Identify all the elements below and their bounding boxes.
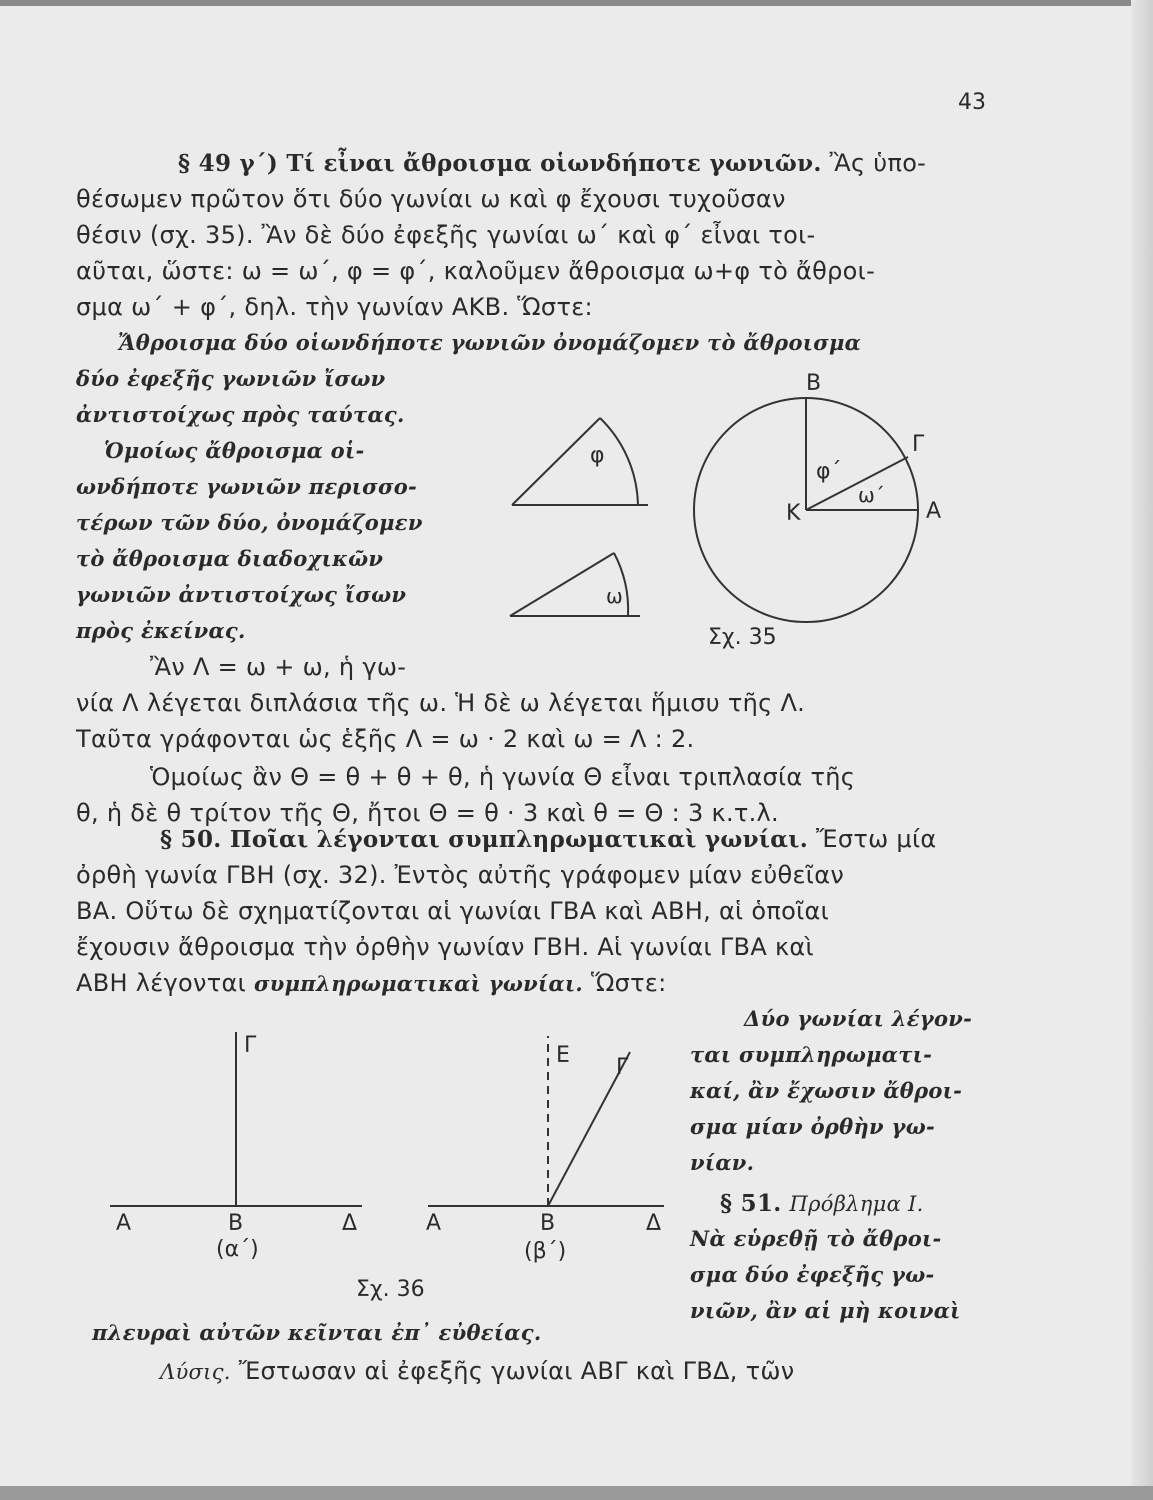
section-51-title: Πρόβλημα Ι.	[789, 1192, 924, 1216]
fig35-label-Gamma: Γ	[912, 432, 925, 457]
section-51-line-2: σμα δύο ἐφεξῆς γω-	[690, 1262, 935, 1287]
definition-2-line-6: πρὸς ἐκείνας.	[76, 618, 246, 643]
section-50-def-line-4: σμα μίαν ὀρθὴν γω-	[690, 1114, 936, 1139]
section-51-line-1: Νὰ εὑρεθῇ τὸ ἄθροι-	[690, 1226, 942, 1251]
fig36a-label-B: Β	[228, 1211, 244, 1236]
fig36b-label-Delta: Δ	[646, 1211, 662, 1236]
section-50-line-4: ἔχουσιν ἄθροισμα τὴν ὀρθὴν γωνίαν ΓΒΗ. Αἱ γωνίαι ΓΒΑ καὶ	[76, 933, 814, 961]
fig36a-label-Delta: Δ	[342, 1211, 358, 1236]
fig36b-label-Gamma: Γ	[616, 1055, 629, 1080]
fig36b-label-A: Α	[426, 1211, 442, 1236]
fig35-label-B: Β	[806, 371, 822, 396]
section-50-def-line-5: νίαν.	[690, 1150, 755, 1175]
fig36a-label-Gamma: Γ	[244, 1033, 257, 1058]
definition-2-line-2: ωνδήποτε γωνιῶν περισσο-	[76, 474, 418, 499]
section-50-line-3: ΒΑ. Οὕτω δὲ σχηματίζονται αἱ γωνίαι ΓΒΑ καὶ ΑΒΗ, αἱ ὁποῖαι	[76, 897, 830, 925]
triple-angle-line-1: Ὁμοίως ἂν Θ = θ + θ + θ, ἡ γωνία Θ εἶναι τριπλασία τῆς	[150, 763, 856, 791]
section-50-l5-end: Ὥστε:	[590, 969, 667, 997]
section-50-heading: § 50. Ποῖαι λέγονται συμπληρωματικαὶ γωνίαι.	[160, 826, 809, 853]
section-51-line-4: πλευραὶ αὐτῶν κεῖνται ἐπ᾽ εὐθείας.	[92, 1320, 542, 1345]
double-angle-line-2: νία Λ λέγεται διπλάσια τῆς ω. Ἡ δὲ ω λέγεται ἥμισυ τῆς Λ.	[76, 689, 806, 717]
double-angle-line-3: Ταῦτα γράφονται ὡς ἑξῆς Λ = ω · 2 καὶ ω = Λ : 2.	[76, 725, 695, 753]
fig35-label-K: Κ	[786, 501, 801, 526]
definition-1-line-1: Ἄθροισμα δύο οἱωνδήποτε γωνιῶν ὀνομάζομεν τὸ ἄθροισμα	[118, 330, 862, 355]
section-51-heading-line	[720, 1188, 924, 1219]
fig35-label-phi-prime: φ΄	[816, 459, 842, 484]
section-50-def-line-1: Δύο γωνίαι λέγον-	[744, 1006, 973, 1031]
fig35-label-A: Α	[926, 499, 942, 524]
section-50-term: συμπληρωματικαὶ γωνίαι.	[253, 971, 584, 996]
section-50-line-2: ὀρθὴ γωνία ΓΒΗ (σχ. 32). Ἐντὸς αὐτῆς γράφομεν μίαν εὐθεῖαν	[76, 861, 845, 889]
fig35-label-omega: ω	[606, 584, 623, 608]
definition-1-line-2: δύο ἐφεξῆς γωνιῶν ἴσων	[76, 366, 386, 391]
fig36b-label-E: Ε	[556, 1043, 570, 1068]
fig36b-caption: (β΄)	[524, 1239, 567, 1264]
triple-angle-line-2: θ, ἡ δὲ θ τρίτον τῆς Θ, ἤτοι Θ = θ · 3 καὶ θ = Θ : 3 κ.τ.λ.	[76, 799, 779, 827]
section-49-line-2: θέσωμεν πρῶτον ὅτι δύο γωνίαι ω καὶ φ ἔχουσι τυχοῦσαν	[76, 185, 786, 213]
definition-2-line-5: γωνιῶν ἀντιστοίχως ἴσων	[76, 582, 407, 607]
solution-label: Λύσις.	[160, 1360, 231, 1384]
section-50-def-line-2: ται συμπληρωματι-	[690, 1042, 933, 1067]
solution-text: Ἔστωσαν αἱ ἐφεξῆς γωνίαι ΑΒΓ καὶ ΓΒΔ, τῶν	[238, 1357, 795, 1385]
fig35-label-phi: φ	[590, 443, 605, 468]
section-51-line-3: νιῶν, ἂν αἱ μὴ κοιναὶ	[690, 1298, 961, 1323]
section-50-def-line-3: καί, ἂν ἔχωσιν ἄθροι-	[690, 1078, 963, 1103]
double-angle-line-1: Ἂν Λ = ω + ω, ἡ γω-	[150, 653, 407, 681]
fig36a-caption: (α΄)	[216, 1237, 259, 1262]
section-50-l5-start: ΑΒΗ λέγονται	[76, 969, 247, 997]
definition-1-line-3: ἀντιστοίχως πρὸς ταύτας.	[76, 402, 405, 427]
fig36b-label-B: Β	[540, 1211, 556, 1236]
section-49-l1-rest: Ἂς ὑπο-	[829, 149, 927, 177]
section-51-solution-line	[160, 1356, 795, 1387]
definition-2-line-1: Ὁμοίως ἄθροισμα οἱ-	[104, 438, 365, 463]
page-number: 43	[958, 90, 986, 115]
section-49-line-5: σμα ω΄ + φ΄, δηλ. τὴν γωνίαν ΑΚΒ. Ὥστε:	[76, 293, 593, 321]
fig35-caption: Σχ. 35	[708, 625, 777, 650]
fig36-caption: Σχ. 36	[356, 1277, 425, 1302]
fig36a-label-A: Α	[116, 1211, 132, 1236]
fig35-label-omega-prime: ω΄	[858, 483, 885, 507]
section-49-line-4: αῦται, ὥστε: ω = ω΄, φ = φ΄, καλοῦμεν ἄθροισμα ω+φ τὸ ἄθροι-	[76, 257, 876, 285]
definition-2-line-4: τὸ ἄθροισμα διαδοχικῶν	[76, 546, 384, 571]
section-49-heading: § 49 γ΄) Τί εἶναι ἄθροισμα οἱωνδήποτε γωνιῶν.	[178, 150, 822, 177]
definition-2-line-3: τέρων τῶν δύο, ὀνομάζομεν	[76, 510, 423, 535]
section-50-l1-rest: Ἔστω μία	[815, 825, 937, 853]
section-49-line-3: θέσιν (σχ. 35). Ἂν δὲ δύο ἐφεξῆς γωνίαι ω΄ καὶ φ΄ εἶναι τοι-	[76, 221, 816, 249]
section-51-heading: § 51.	[720, 1190, 782, 1217]
